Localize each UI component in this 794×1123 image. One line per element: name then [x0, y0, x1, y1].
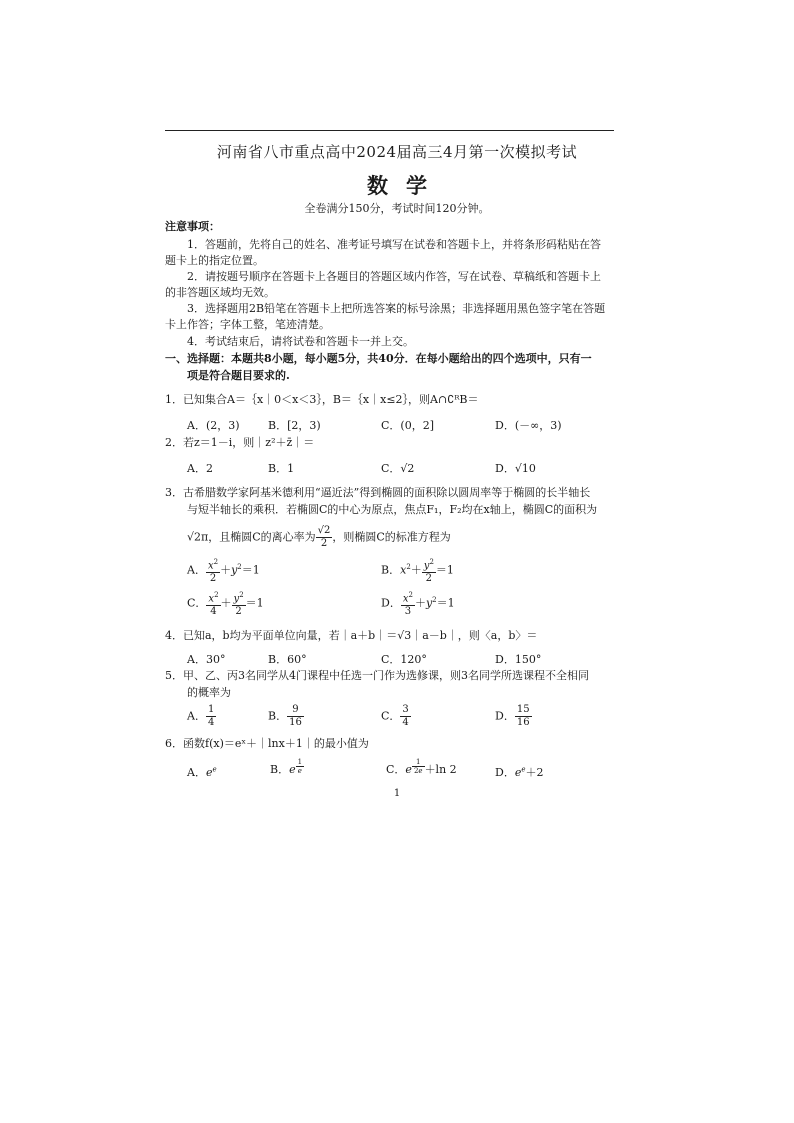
- q5-option-b: B． $\frac{9}{16}$: [268, 704, 302, 728]
- q4-option-a: A．30°: [187, 653, 226, 666]
- q5-option-c: C． $\frac{3}{4}$: [381, 704, 409, 728]
- q6-option-c: C．e $^{\frac{1}{2e}}$ ＋ln 2: [386, 758, 457, 777]
- section-heading-line-2: 项是符合题目要求的.: [187, 369, 290, 382]
- q1-option-d: D．(－∞，3): [495, 419, 562, 432]
- page-number: 1: [393, 788, 401, 799]
- q5-line-1: 5．甲、乙、丙3名同学从4门课程中任选一门作为选修课，则3名同学所选课程不全相同: [165, 669, 589, 682]
- q2-option-d: D．√10: [495, 462, 536, 475]
- q3-option-b: B．$x^2+$ $\frac{y^2}{2}$ ＝1: [381, 558, 454, 585]
- exam-title: 河南省八市重点高中2024届高三4月第一次模拟考试: [216, 143, 578, 161]
- q5-option-a: A． $\frac{1}{4}$: [187, 704, 215, 728]
- q3-option-a: A． $\frac{x^2}{2}$ $+y^2=1$: [187, 558, 260, 585]
- note-3-line-2: 卡上作答；字体工整，笔迹清楚。: [165, 318, 330, 331]
- q2-option-a: A．2: [187, 462, 213, 475]
- q3-option-c: C． $\frac{x^2}{4}$ ＋ $\frac{y^2}{2}$ ＝1: [187, 591, 264, 618]
- q6-option-d: D．$e^e+2$: [495, 765, 544, 779]
- exam-time-note: 全卷满分150分，考试时间120分钟。: [304, 202, 490, 215]
- q5-option-d: D． $\frac{15}{16}$: [495, 704, 530, 728]
- note-2-line-1: 2．请按题号顺序在答题卡上各题目的答题区域内作答，写在试卷、草稿纸和答题卡上: [187, 270, 601, 283]
- note-1-line-1: 1．答题前，先将自己的姓名、准考证号填写在试卷和答题卡上，并将条形码粘贴在答: [187, 238, 601, 251]
- q4-option-d: D．150°: [495, 653, 542, 666]
- q3-line-3: [187, 525, 451, 550]
- q6-option-b: B．e $^{\frac{1}{e}}$: [270, 758, 303, 777]
- q2-stem: 2．若z＝1－i，则｜z²＋z̄｜＝: [165, 436, 315, 449]
- section-heading-line-1: 一、选择题：本题共8小题，每小题5分，共40分．在每小题给出的四个选项中，只有一: [165, 352, 592, 365]
- q3-line-3-start: √2π，且椭圆C的离心率为: [187, 530, 316, 544]
- q1-option-a: A．(2，3): [187, 419, 240, 432]
- q3-line-2: 与短半轴长的乘积．若椭圆C的中心为原点，焦点F₁，F₂均在x轴上，椭圆C的面积为: [187, 503, 598, 516]
- q3-line-3-end: ，则椭圆C的标准方程为: [332, 530, 451, 544]
- q2-option-c: C．√2: [381, 462, 415, 475]
- q1-option-c: C．(0，2]: [381, 419, 434, 432]
- q4-stem: 4．已知a，b均为平面单位向量，若｜a＋b｜＝√3｜a－b｜，则〈a，b〉＝: [165, 629, 538, 642]
- q4-option-c: C．120°: [381, 653, 427, 666]
- q6-stem: 6．函数f(x)＝eˣ＋｜lnx＋1｜的最小值为: [165, 737, 369, 750]
- q3-line-1: 3．古希腊数学家阿基米德利用“逼近法”得到椭圆的面积除以圆周率等于椭圆的长半轴长: [165, 486, 591, 499]
- q1-stem: 1．已知集合A＝｛x｜0＜x＜3｝，B＝｛x｜x≤2｝，则A∩∁ᴿB＝: [165, 393, 479, 406]
- subject-title: 数学: [367, 173, 445, 198]
- note-2-line-2: 的非答题区域均无效。: [165, 286, 275, 299]
- q2-option-b: B．1: [268, 462, 295, 475]
- q6-option-a: A．$e^e$: [187, 765, 217, 779]
- q1-option-b: B．[2，3): [268, 419, 321, 432]
- q5-line-2: 的概率为: [187, 686, 231, 699]
- top-rule: [165, 130, 614, 131]
- note-1-line-2: 题卡上的指定位置。: [165, 254, 264, 267]
- q4-option-b: B．60°: [268, 653, 307, 666]
- notes-heading: 注意事项：: [165, 220, 220, 233]
- note-3-line-1: 3．选择题用2B铅笔在答题卡上把所选答案的标号涂黑；非选择题用黑色签字笔在答题: [187, 302, 606, 315]
- q3-option-d: D． $\frac{x^2}{3}$ $+y^2=1$: [381, 591, 455, 618]
- note-4: 4．考试结束后，请将试卷和答题卡一并上交。: [187, 335, 414, 348]
- q3-eccentricity-fraction: $\frac{√2}{2}$: [317, 525, 331, 549]
